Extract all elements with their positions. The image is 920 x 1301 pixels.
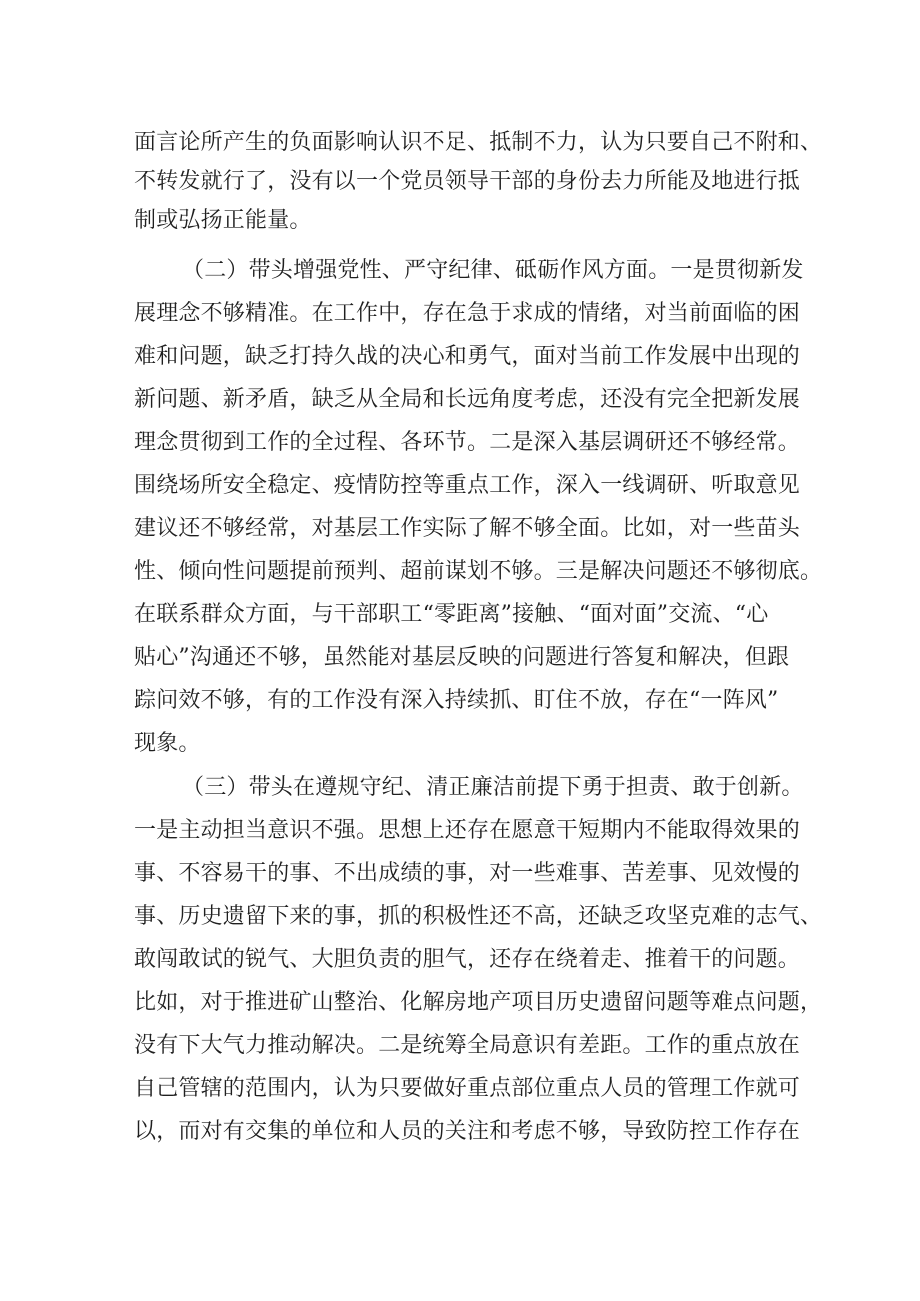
text-line-17: 一是主动担当意识不强。思想上还存在愿意干短期内不能取得效果的 — [134, 818, 801, 843]
text-line-14: 踪问效不够，有的工作没有深入持续抓、盯住不放，存在“一阵风” — [134, 688, 779, 713]
text-line-12: 在联系群众方面，与干部职工“零距离”接触、“面对面”交流、“心 — [134, 602, 769, 627]
text-line-3: 制或弘扬正能量。 — [134, 208, 312, 233]
text-line-5: 展理念不够精准。在工作中，存在急于求成的情绪，对当前面临的困 — [134, 301, 801, 326]
text-line-23: 自己管辖的范围内，认为只要做好重点部位重点人员的管理工作就可 — [134, 1076, 801, 1101]
text-line-19: 事、历史遗留下来的事，抓的积极性还不高，还缺乏攻坚克难的志气、 — [134, 904, 823, 929]
text-line-20: 敢闯敢试的锐气、大胆负责的胆气，还存在绕着走、推着干的问题。 — [134, 947, 801, 972]
text-line-21: 比如，对于推进矿山整治、化解房地产项目历史遗留问题等难点问题， — [134, 990, 823, 1015]
text-line-15: 现象。 — [134, 731, 201, 756]
section-2-heading-line: （二）带头增强党性、严守纪律、砥砺作风方面。一是贯彻新发 — [182, 258, 804, 283]
text-line-24: 以，而对有交集的单位和人员的关注和考虑不够，导致防控工作存在 — [134, 1119, 801, 1144]
text-line-6: 难和问题，缺乏打持久战的决心和勇气，面对当前工作发展中出现的 — [134, 344, 801, 369]
text-line-2: 不转发就行了，没有以一个党员领导干部的身份去力所能及地进行抵 — [134, 169, 801, 194]
text-line-13: 贴心”沟通还不够，虽然能对基层反映的问题进行答复和解决，但跟 — [134, 645, 790, 670]
text-line-9: 围绕场所安全稳定、疫情防控等重点工作，深入一线调研、听取意见 — [134, 473, 801, 498]
text-line-8: 理念贯彻到工作的全过程、各环节。二是深入基层调研还不够经常。 — [134, 430, 801, 455]
text-line-22: 没有下大气力推动解决。二是统筹全局意识有差距。工作的重点放在 — [134, 1033, 801, 1058]
text-line-18: 事、不容易干的事、不出成绩的事，对一些难事、苦差事、见效慢的 — [134, 861, 801, 886]
text-line-1: 面言论所产生的负面影响认识不足、抵制不力，认为只要自己不附和、 — [134, 130, 823, 155]
section-3-heading-line: （三）带头在遵规守纪、清正廉洁前提下勇于担责、敢于创新。 — [182, 775, 804, 800]
text-line-7: 新问题、新矛盾，缺乏从全局和长远角度考虑，还没有完全把新发展 — [134, 387, 801, 412]
text-line-10: 建议还不够经常，对基层工作实际了解不够全面。比如，对一些苗头 — [134, 516, 801, 541]
text-line-11: 性、倾向性问题提前预判、超前谋划不够。三是解决问题还不够彻底。 — [134, 559, 823, 584]
